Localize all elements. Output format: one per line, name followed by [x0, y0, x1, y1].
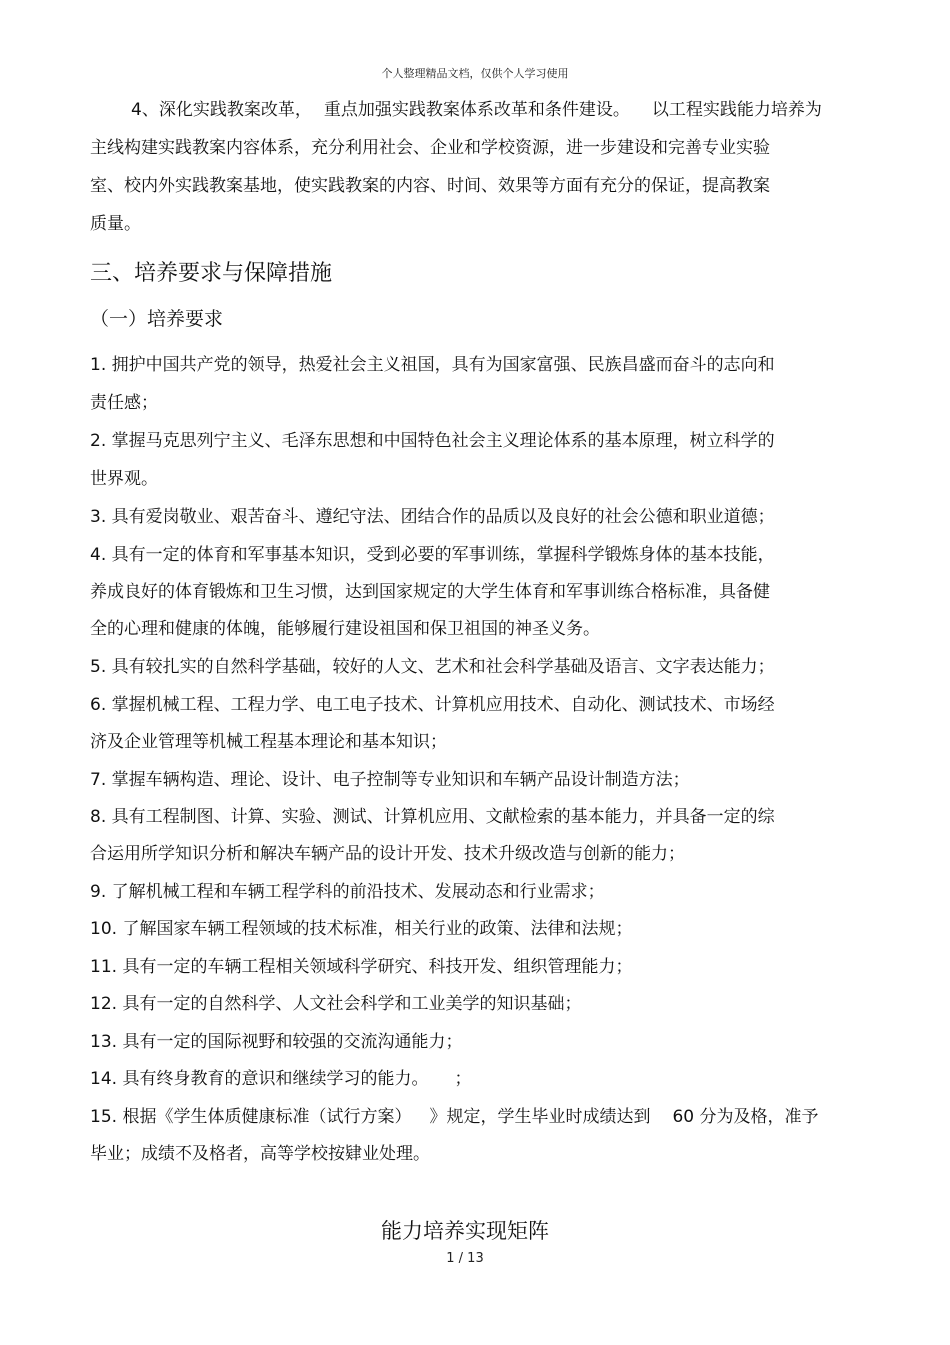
paragraph-4-line-2: 主线构建实践教案内容体系，充分利用社会、企业和学校资源，进一步建设和完善专业实验 — [90, 138, 770, 158]
paragraph-4-line-4: 质量。 — [90, 214, 141, 234]
requirement-1-line-2: 责任感； — [90, 393, 158, 413]
requirement-5: 5. 具有较扎实的自然科学基础，较好的人文、艺术和社会科学基础及语言、文字表达能力； — [90, 657, 775, 677]
requirement-3: 3. 具有爱岗敬业、艰苦奋斗、遵纪守法、团结合作的品质以及良好的社会公德和职业道德； — [90, 507, 775, 527]
requirement-6-line-1: 6. 掌握机械工程、工程力学、电工电子技术、计算机应用技术、自动化、测试技术、市场经 — [90, 695, 775, 715]
requirement-13: 13. 具有一定的国际视野和较强的交流沟通能力； — [90, 1032, 463, 1052]
requirement-1-line-1: 1. 拥护中国共产党的领导，热爱社会主义祖国，具有为国家富强、民族昌盛而奋斗的志向和 — [90, 355, 775, 375]
requirement-4-line-2: 养成良好的体育锻炼和卫生习惯，达到国家规定的大学生体育和军事训练合格标准，具备健 — [90, 582, 770, 602]
section-title: 三、培养要求与保障措施 — [90, 261, 333, 286]
requirement-15-part-2: 》规定，学生毕业时成绩达到 — [429, 1107, 651, 1127]
requirement-6-line-2: 济及企业管理等机械工程基本理论和基本知识； — [90, 732, 447, 752]
requirement-10: 10. 了解国家车辆工程领域的技术标准，相关行业的政策、法律和法规； — [90, 919, 633, 939]
requirement-2-line-1: 2. 掌握马克思列宁主义、毛泽东思想和中国特色社会主义理论体系的基本原理，树立科学的 — [90, 431, 775, 451]
paragraph-4-line-1 — [131, 98, 822, 122]
requirement-11: 11. 具有一定的车辆工程相关领域科学研究、科技开发、组织管理能力； — [90, 957, 633, 977]
requirement-8-line-2: 合运用所学知识分析和解决车辆产品的设计开发、技术升级改造与创新的能力； — [90, 844, 685, 864]
requirement-15-part-3: 60 分为及格，准予 — [672, 1107, 819, 1127]
paragraph-4-line-3: 室、校内外实践教案基地，使实践教案的内容、时间、效果等方面有充分的保证，提高教案 — [90, 176, 770, 196]
requirement-4-line-1: 4. 具有一定的体育和军事基本知识，受到必要的军事训练，掌握科学锻炼身体的基本技能， — [90, 545, 775, 565]
paragraph-4-line-1-part-3: 以工程实践能力培养为 — [651, 100, 822, 120]
matrix-title: 能力培养实现矩阵 — [381, 1219, 549, 1243]
requirement-12: 12. 具有一定的自然科学、人文社会科学和工业美学的知识基础； — [90, 994, 582, 1014]
requirement-14-trailing-mark: ； — [454, 1069, 472, 1089]
requirement-2-line-2: 世界观。 — [90, 469, 158, 489]
requirement-7: 7. 掌握车辆构造、理论、设计、电子控制等专业知识和车辆产品设计制造方法； — [90, 770, 690, 790]
page-number: 1 / 13 — [446, 1251, 484, 1266]
requirement-4-line-3: 全的心理和健康的体魄，能够履行建设祖国和保卫祖国的神圣义务。 — [90, 619, 600, 639]
requirement-15-part-1: 15. 根据《学生体质健康标准（试行方案） — [90, 1107, 412, 1127]
requirement-15-line-2: 毕业；成绩不及格者，高等学校按肄业处理。 — [90, 1144, 430, 1164]
page-header: 个人整理精品文档，仅供个人学习使用 — [381, 67, 569, 80]
requirement-8-line-1: 8. 具有工程制图、计算、实验、测试、计算机应用、文献检索的基本能力，并具备一定的综 — [90, 807, 775, 827]
requirement-14-text: 14. 具有终身教育的意识和继续学习的能力。 — [90, 1069, 429, 1089]
requirement-9: 9. 了解机械工程和车辆工程学科的前沿技术、发展动态和行业需求； — [90, 882, 605, 902]
requirement-14 — [90, 1067, 471, 1091]
paragraph-4-line-1-part-2: 重点加强实践教案体系改革和条件建设。 — [323, 100, 630, 120]
paragraph-4-line-1-part-1: 4、深化实践教案改革， — [131, 100, 312, 120]
requirement-15-line-1 — [90, 1105, 819, 1129]
subsection-title: （一）培养要求 — [90, 308, 224, 330]
